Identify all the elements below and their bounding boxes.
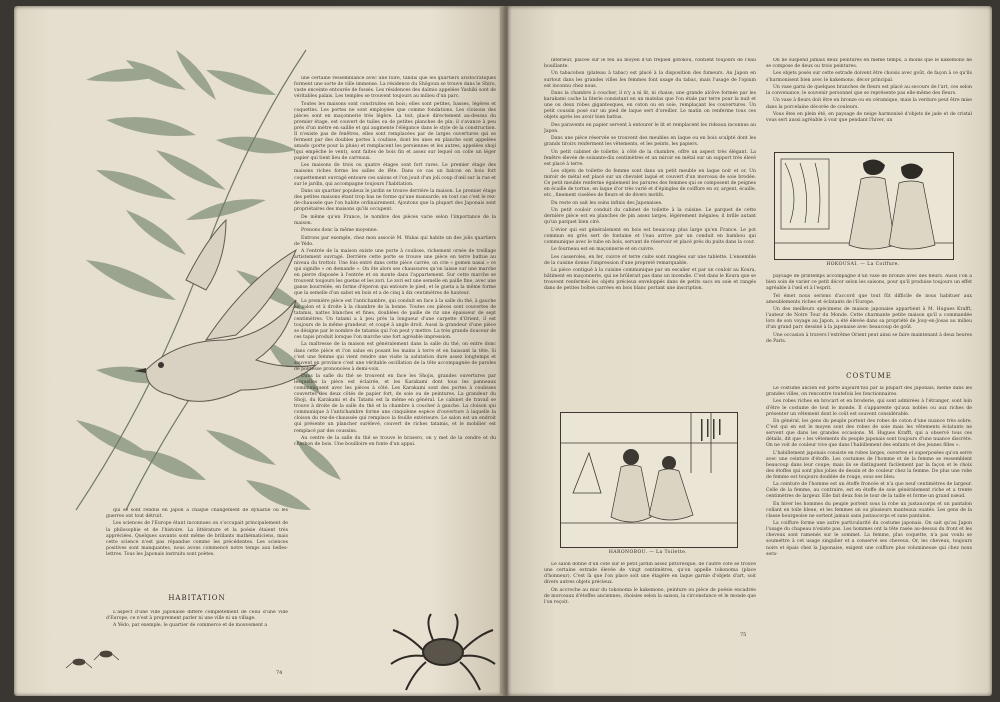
right-column-right-mid — [766, 274, 972, 356]
paragraph: une certaine ressemblance avec une foire, tandis que les quartiers aristocratiques forment une sorte de ville immense. La résidence du Shôgoun se trouve dans le Shiro, vaste enceinte entourée de fossés. Les résidences des daïmio appelées Yashiki sont de véritables palais. Les temples se trouvent toujours au milieu d'un parc. — [294, 76, 496, 100]
paragraph: En général, les gens du peuple portent des robes de coton d'une nuance très sobre. C'est qui en est le moyen sont des robes de soie mais les vêtements éclatants ne servent que dans les grandes occasions. M. Hugues Krafft, qui a observé tous ces détails, dit que « les vêtements du peuple japonais sont toujours d'une nuance discrète. On ne voit de couleur vive que dans l'habillement des enfants et des jeunes filles ». — [766, 419, 972, 449]
paragraph: Dans une pièce réservée se trouvent des meubles en laque ou en bois sculpté dont les grands tiroirs renferment les vêtements, et les peints, les papiers. — [544, 136, 756, 148]
paragraph: La pièce contiguë à la cuisine communique par un escalier et par un couloir au Koura, bâtiment en maçonnerie, qui ne brûlerait pas dans un incendie. C'est dans le Koura que se trouvent renfermés les objets précieux enveloppés dans de petits sacs en soie et rangés dans de petites boîtes carrées en bois blanc portant une inscription. — [544, 268, 756, 292]
paragraph: Les objets de toilette de femme sont dans un petit meuble en laque noir et or. Un miroir de métal est placé sur un chevalet laqué et couvert d'un morceau de soie brodée. Ce petit meuble renferme également les parures des femmes qui se composent de peignes en écaille de tortue, en laque d'or très varié et d'épingles de coiffure en or, argent, écaille, etc., finement ciselées de fleurs et de divers motifs. — [544, 169, 756, 199]
paragraph: intérieur, placée sur le feu au moyen d'un trépied gotokou, contient toujours de l'eau bouillante. — [544, 58, 756, 70]
paragraph: A Yédo, par exemple, le quartier de commerce et de mouvement a — [113, 623, 268, 629]
left-page — [14, 6, 502, 696]
paragraph: La première pièce est l'antichambre, qui conduit en face à la salle du thé, à gauche au salon et à droite à la chambre de la bonne. Toutes ces pièces sont couvertes de tatamis, nattes blanches et fines, doublées de paille de riz une épaisseur de sept centimètres. Un tatami a à peu près la longueur d'une carpette d'Orient, il est toujours de la même grandeur, et coupé à angle droit. Aussi la grandeur d'une pièce se désigne par le nombre de tatamis qui l'on peut y mettre. La très grande douceur de ces tapis produit lorsque l'on marche une fort agréable impression. — [294, 298, 496, 341]
magazine-spread — [8, 6, 994, 698]
hokousai-coiffure-illustration — [774, 152, 954, 260]
paragraph: L'aspect d'une ville japonaise diffère complètement de celui d'une ville d'Europe, ce n'est à proprement parler ni une ville ni un village. — [106, 610, 288, 622]
paragraph: Les sciences de l'Europe étant inconnues on s'occupait principalement de la philosophie et de l'histoire. La littérature et la poésie étaient très appréciées. Quelques savants sont même de brillants mathématiciens, mais cette science n'est pas répandue comme les précédentes. Les sciences positives sont manquantes, nous avons commencé notre temps aux belles-lettres. Tous les Japonais instruits sont poètes. — [106, 521, 288, 557]
paragraph: Le salon donne d'un côté sur le petit jardin assez pittoresque, de l'autre côté se trouve une certaine estrade élevée de vingt centimètres, qu'on appelle tokonoma (place d'honneur). C'est là que l'on place soit une étagère en laque garnie d'objets d'art, soit divers autres objets précieux. — [544, 562, 756, 586]
right-column-right-top — [766, 58, 972, 148]
costume-column — [766, 386, 972, 686]
paragraph: Le costume ancien est porté aujourd'hui par la plupart des Japonais, même dans les grandes villes, on rencontre toutefois les fonctionnaires. — [766, 386, 972, 398]
paragraph: Un vase à fleurs doit être en bronze ou en céramique, mais la verdure peut être mise dans la porcelaine décorée de couleurs. — [766, 98, 972, 110]
paragraph: Le fourneau est en maçonnerie et en cuivre. — [551, 247, 655, 253]
section-heading-habitation: HABITATION — [168, 594, 226, 602]
paragraph: qui se sont rendus en Japon à chaque changement de dynastie ou les guerres ont tout détruit. — [106, 508, 288, 520]
paragraph: Prenons donc la même moyenne. — [301, 228, 379, 234]
paragraph: On accroche au mur du tokonoma le kakemono, peinture ou pièce de poésie encadrée de morceaux d'étoffes anciennes, choisies selon la saison, la circonstance et le monde que l'on reçoit. — [544, 587, 756, 605]
paragraph: Entrons par exemple, chez mon associé M. Wakai qui habite un des jolis quartiers de Yédo. — [294, 235, 496, 247]
paragraph: paysage de printemps accompagné d'un vase de bronze avec des fleurs. Aussi l'on a bien soin de varier ce petit décor selon les saisons, pour qu'il produise toujours un effet agréable à l'œil et à l'esprit. — [766, 274, 972, 292]
coiffure-scene — [775, 153, 953, 259]
paragraph: La ceinture de l'homme est un étoffe froncée et n'a que neuf centimètres de largeur. Celle de la femme, au contraire, est en étoffe de soie généralement riche et a trente centimètres de largeur. Elle fait deux fois le tour de la taille et forme un grand nœud. — [766, 482, 972, 500]
paragraph: Les casseroles, en fer, cuivre et terre cuite sont rangées sur une tablette. L'ensemble de la cuisine donne l'impression d'une propreté remarquable. — [544, 254, 756, 266]
paragraph: Les robes riches en brocart et en broderie, qui sont admirées à l'étranger, sont loin d'être le costume de tout le monde. Il s'apparente qu'aux nobles ou aux riches de présenter un vêtement dont le coût est souvent considérable. — [766, 399, 972, 417]
paragraph: La coiffure forme une autre particularité du costume japonais. On sait qu'au Japon l'usage du chapeau n'existe pas. Les hommes ont la tête rasée au-dessus du front et les cheveux sont ramenés sur le sommet. La femme, plus coquette, n'a pas voulu se soumettre à cet usage singulier et a conservé ses cheveux. Or, les cheveux, toujours noirs et épais chez la Japonaise, exigent une coiffure plus volumineuse qui chez nous sera- — [766, 521, 972, 557]
paragraph: Les objets posés sur cette estrade doivent être choisis avec goût, de façon à ce qu'ils s'harmonisent bien avec le kakemono, décor principal. — [766, 71, 972, 83]
haronobou-toilette-illustration — [560, 412, 738, 548]
paragraph: Un petit cabinet de toilette, à côté de la chambre, offre un aspect très élégant. La fenêtre élevée de soixante-dix centimètres et un miroir en métal sur un support très élevé est placé à terre. — [544, 149, 756, 167]
habitation-column — [106, 610, 288, 646]
paragraph: Dans la salle du thé se trouvent en face les Shojis, grandes ouvertures par lesquelles la pièce est éclairée, et les Karakami dont tous les panneaux communiquent avec les pièces à côté. Les Karakami sont des portes à coulisses couvertes des deux côtés de papier fort, de soie ou de peintures. La grandeur du Shoji, du Karakami et du Tatami est la même en général. Le cabinet de travail se trouve à droite de la salle du thé et la chambre à coucher à gauche. La cloison qui communique à l'antichambre forme une cinquième espèce d'ouverture à laquelle la cloison du rez-de-chaussée qui remplace la feuille extérieure. Le salon est un endroit qui présente un plancher surélevé, couvert de riches tatamis, et le mobilier est remplacé par des coussins. — [294, 374, 496, 434]
paragraph: On ne suspend jamais deux peintures en même temps, à moins que le kakemono ne se compose de deux ou trois peintures. — [766, 58, 972, 70]
paragraph: Les maisons de trois ou quatre étages sont fort rares. Le premier étage des maisons riches forme les salles de fête. Dans ce cas un balcon en bois fort coquettement ouvragé entoure ces salons et l'on jouit d'un joli coup d'œil sur la rue et sur le jardin, qui accompagne toujours l'habitation. — [294, 163, 496, 187]
paragraph: La maîtresse de la maison est généralement dans la salle du thé, on entre donc dans cette pièce et l'on salue en posant les mains à terre et en baissant la tête. Si c'est une femme qui vient rendre une visite la salutation dure assez longtemps et souvent en province c'est une véritable oscillation de la tête accompagnée de paroles de politesse prononcées à demi-voix. — [294, 342, 496, 372]
paragraph: L'habillement japonais consiste en robes larges, ouvertes et superposées qu'on serre avec une ceinture d'étoffe. Les costumes de l'homme et de la femme se ressemblent beaucoup dans leur coupe; mais ils se distinguent facilement par la façon et le choix des étoffes qui sont plus jolies de dessin et de couleur chez la femme. De plus une robe de femme est toujours doublée de rouge, sous ses bleu. — [766, 450, 972, 480]
paragraph: Un tabacobon (plateau à tabac) est placé à la disposition des fumeurs. Au Japon en surtout dans les grandes villes les femmes font usage du tabac, mais l'usage de l'opium est inconnu chez nous. — [544, 71, 756, 89]
large-crab-illustration — [388, 612, 498, 696]
paragraph: Un petit couloir conduit du cabinet de toilette à la cuisine. Le parquet de cette dernière pièce est en planches de pin assez larges, légèrement inégales; il brille autant qu'un parquet bien ciré. — [544, 208, 756, 226]
paragraph: A l'entrée de la maison existe une porte à coulisse, richement ornée de treillage artistement ouvragé. Derrière cette porte se trouve une pièce en terre battue au niveau du trottoir. Une fois entré dans cette pièce carrée, on crie « gomen nasai » ce qui signifie « on demande ». On ôte alors ses chaussures qu'on laisse sur une marche en pierre disposée à l'entrée et on monte dans l'appartement. Sur cette marche se trouvent toujours les guetas et les zori. Le zori est une semelle en paille fine, avec une ganse bourrelée, en forme d'éperon qui entoure le pied; et le gueta a la même forme que la semelle d'un sabot en bois et a de cinq à dix centimètres de hauteur. — [294, 249, 496, 297]
section-heading-costume: COSTUME — [846, 372, 892, 380]
paragraph: L'évier qui est généralement en bois est beaucoup plus large qu'en France. Le pot commun en grès sert de fontaine et l'eau arrive par un conduit en bambou qui communique avec le tube en bois, servant de réservoir et placé près du puits dans la cour. — [544, 227, 756, 245]
paragraph: Un vase garni de quelques branches de fleurs est placé au secours de l'art, ces selon la convenance, le souvenir personnel que se représente pas elle-même des fleurs. — [766, 84, 972, 97]
left-column-main — [294, 76, 496, 662]
page-number-left: 74 — [276, 670, 283, 676]
caption-hokousai: HOKOUSAI. — La Coiffure. — [826, 262, 900, 267]
paragraph: Toutes les maisons sont construites en bois; elles sont petites, basses, légères et coquettes. Les portes ne sont employées que comme fondations. Les cloisons des pièces sont en maçonnerie très légère. La toit, placé directement au-dessus du premier étage, est couvert de tuiles ou de petites planches de pin; il s'avance à peu près d'un mètre en saillie et qui augmente l'élégance dans le style de la construction. Il n'existe pas de fenêtres, elles sont remplacées par de larges ouvertures qui se ferment par des doubles portes à coulisse, dont les unes en planche sont appelées amado (porte pour la pluie) et remplacent les persiennes et les autres, appelées shoji (qui empêche le vent), sont faites de bois fin et assez sur lequel on colle un léger papier qui tient lieu de carreaux. — [294, 101, 496, 161]
paragraph: Un des meilleurs spécimens de maison japonaise appartient à M. Hugues Krafft, l'auteur de Notre Tour du Monde. Cette charmante petite maison qu'il a commandée lors de son voyage au Japon, a été élevée dans sa propriété de Jouy-en-Josas au milieu d'un grand parc dessiné à la japonaise avec beaucoup de goût. — [766, 307, 972, 331]
paragraph: En hiver les hommes du peuple portent sous la robe un justaucorps et un pantalon collant en toile bleue, et les femmes un ou plusieurs manteaux ouatés. Les gens de la classe bourgeoise ne sortent jamais sans justaucorps et sans pantalon. — [766, 501, 972, 519]
small-crabs-illustration — [64, 644, 124, 674]
paragraph: Une occasion à travers l'extrême Orient peut ainsi se faire maintenant à deux heures de Paris. — [766, 332, 972, 344]
paragraph: Des paravents en papier servent à entourer le lit et remplacent les rideaux inconnus au Japon. — [544, 122, 756, 134]
paragraph: De même qu'en France, le nombre des pièces varie selon l'importance de la maison. — [294, 214, 496, 226]
paragraph: Au centre de la salle du thé se trouve le brasero, on y met de la cendre et du charbon de bois. Une bouilloire en fonte d'un appui. — [294, 435, 496, 448]
right-column-left-bottom — [544, 562, 756, 616]
right-page — [508, 6, 992, 696]
paragraph: Dans la chambre à coucher, il n'y a ni lit, ni chaise; une grande alcôve formée par les karakami cache la literie consistant en un matelas que l'on étale par terre pour la nuit et une ou deux robes gigantesques, en coton ou en soie, remplaçant les couvertures. Un petit coussin posé sur un pied de laque sert d'oreiller. Le matin on renferme tous ces objets après les avoir bien battus. — [544, 91, 756, 121]
toilette-scene — [561, 413, 737, 547]
caption-haronobou: HARONOBOU. — La Toilette. — [608, 550, 688, 555]
paragraph: Dans un quartier populeux le jardin se trouve derrière la maison. Le premier étage des petites maisons étant trop bas ne forme qu'une mansarde; en tout cas c'est le rez-de-chaussée que l'on habite ordinairement. Ajoutons que la plupart des Japonais sont propriétaires des maisons qu'ils occupent. — [294, 189, 496, 213]
paragraph: Du reste on sait les soins infinis des Japonaises. — [551, 200, 663, 206]
paragraph: Vous êtes en plein été, en paysage de neige harmonisé d'objets de jade et de cristal vous sert aussi agréable à voir que pendant l'hiver, un — [766, 111, 972, 123]
page-number-right: 75 — [740, 632, 747, 638]
left-column-bottom — [106, 508, 288, 588]
paragraph: Tel émet nous serions d'accord que tout fût difficile de nous habituer aux ameublements riches et éclatants de l'Europe. — [766, 293, 972, 305]
